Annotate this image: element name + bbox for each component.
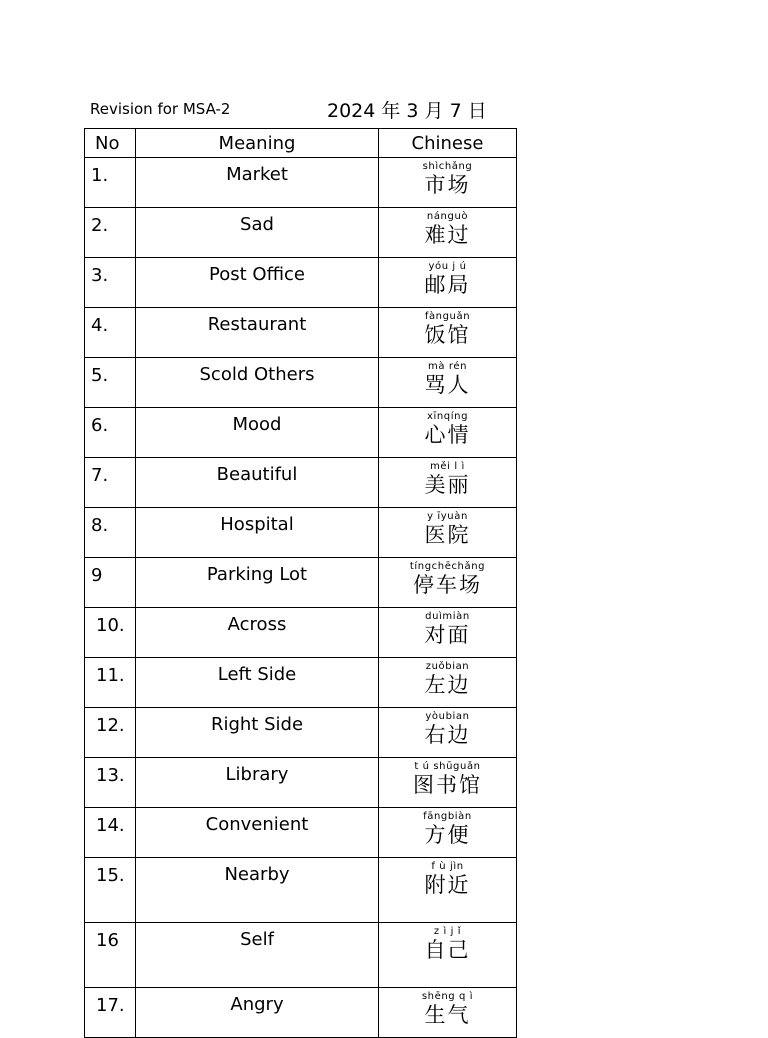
row-meaning: Nearby	[136, 858, 379, 923]
row-pinyin: xīnqíng	[426, 411, 469, 422]
document-date: 2024 年 3 月 7 日	[327, 100, 487, 122]
row-chinese	[379, 858, 517, 923]
row-hanzi: 美丽	[424, 473, 471, 497]
row-meaning: Across	[136, 608, 379, 658]
row-number: 17.	[85, 988, 136, 1038]
row-pinyin: duìmiàn	[425, 611, 470, 622]
row-number: 10.	[85, 608, 136, 658]
row-number: 2.	[85, 208, 136, 258]
row-meaning: Right Side	[136, 708, 379, 758]
table-row	[85, 858, 517, 923]
column-header-meaning: Meaning	[136, 129, 379, 158]
row-number: 12.	[85, 708, 136, 758]
vocabulary-table	[84, 128, 517, 1038]
row-number: 3.	[85, 258, 136, 308]
table-row	[85, 408, 517, 458]
document-header	[90, 96, 530, 122]
row-chinese	[379, 358, 517, 408]
table-row	[85, 458, 517, 508]
row-meaning: Beautiful	[136, 458, 379, 508]
table-row	[85, 158, 517, 208]
row-hanzi: 邮局	[424, 273, 471, 297]
row-hanzi: 附近	[424, 873, 471, 897]
row-meaning: Library	[136, 758, 379, 808]
row-pinyin: y īyuàn	[427, 511, 468, 522]
row-hanzi: 图书馆	[413, 773, 482, 797]
row-pinyin: fànguǎn	[424, 311, 471, 322]
row-number: 6.	[85, 408, 136, 458]
row-pinyin: yóu j ú	[428, 261, 467, 272]
row-meaning: Restaurant	[136, 308, 379, 358]
row-pinyin: shìchǎng	[422, 161, 473, 172]
row-hanzi: 市场	[424, 173, 471, 197]
table-row	[85, 758, 517, 808]
row-hanzi: 医院	[424, 523, 471, 547]
table-row	[85, 808, 517, 858]
row-chinese	[379, 308, 517, 358]
row-chinese	[379, 708, 517, 758]
table-row	[85, 708, 517, 758]
row-chinese	[379, 258, 517, 308]
row-number: 14.	[85, 808, 136, 858]
row-hanzi: 难过	[424, 223, 471, 247]
row-number: 13.	[85, 758, 136, 808]
row-meaning: Angry	[136, 988, 379, 1038]
column-header-chinese: Chinese	[379, 129, 517, 158]
table-row	[85, 358, 517, 408]
row-hanzi: 生气	[424, 1003, 471, 1027]
row-chinese	[379, 558, 517, 608]
column-header-no: No	[85, 129, 136, 158]
row-chinese	[379, 408, 517, 458]
row-number: 5.	[85, 358, 136, 408]
row-pinyin: fāngbiàn	[423, 811, 472, 822]
table-row	[85, 208, 517, 258]
row-chinese	[379, 923, 517, 988]
row-chinese	[379, 208, 517, 258]
row-hanzi: 心情	[424, 423, 471, 447]
row-pinyin: nánguò	[426, 211, 469, 222]
table-row	[85, 308, 517, 358]
table-row	[85, 608, 517, 658]
table-row	[85, 658, 517, 708]
row-hanzi: 方便	[424, 823, 471, 847]
row-hanzi: 饭馆	[424, 323, 471, 347]
row-chinese	[379, 158, 517, 208]
row-number: 15.	[85, 858, 136, 923]
row-number: 8.	[85, 508, 136, 558]
row-hanzi: 骂人	[424, 373, 471, 397]
row-meaning: Post Office	[136, 258, 379, 308]
table-header-row	[85, 129, 517, 158]
row-meaning: Market	[136, 158, 379, 208]
table-row	[85, 988, 517, 1038]
row-meaning: Left Side	[136, 658, 379, 708]
row-chinese	[379, 658, 517, 708]
row-pinyin: z ì j ǐ	[433, 926, 462, 937]
row-number: 7.	[85, 458, 136, 508]
row-meaning: Self	[136, 923, 379, 988]
row-meaning: Parking Lot	[136, 558, 379, 608]
row-chinese	[379, 608, 517, 658]
row-hanzi: 自己	[424, 938, 471, 962]
row-pinyin: tíngchēchǎng	[409, 561, 486, 572]
row-hanzi: 右边	[424, 723, 471, 747]
row-pinyin: mà rén	[427, 361, 468, 372]
row-pinyin: f ù jìn	[431, 861, 464, 872]
row-chinese	[379, 808, 517, 858]
row-chinese	[379, 988, 517, 1038]
row-number: 9	[85, 558, 136, 608]
row-pinyin: t ú shūguǎn	[414, 761, 481, 772]
table-row	[85, 258, 517, 308]
row-meaning: Scold Others	[136, 358, 379, 408]
row-pinyin: shēng q ì	[421, 991, 474, 1002]
row-number: 4.	[85, 308, 136, 358]
table-row	[85, 923, 517, 988]
row-meaning: Sad	[136, 208, 379, 258]
row-meaning: Hospital	[136, 508, 379, 558]
row-chinese	[379, 508, 517, 558]
row-number: 16	[85, 923, 136, 988]
row-hanzi: 左边	[424, 673, 471, 697]
row-chinese	[379, 758, 517, 808]
row-pinyin: yòubian	[425, 711, 470, 722]
table-row	[85, 508, 517, 558]
row-hanzi: 对面	[424, 623, 471, 647]
row-hanzi: 停车场	[413, 573, 482, 597]
row-number: 1.	[85, 158, 136, 208]
table-row	[85, 558, 517, 608]
row-number: 11.	[85, 658, 136, 708]
row-pinyin: měi l ì	[430, 461, 465, 472]
row-chinese	[379, 458, 517, 508]
row-meaning: Mood	[136, 408, 379, 458]
document-title: Revision for MSA-2	[90, 100, 231, 118]
row-meaning: Convenient	[136, 808, 379, 858]
row-pinyin: zuǒbian	[425, 661, 470, 672]
